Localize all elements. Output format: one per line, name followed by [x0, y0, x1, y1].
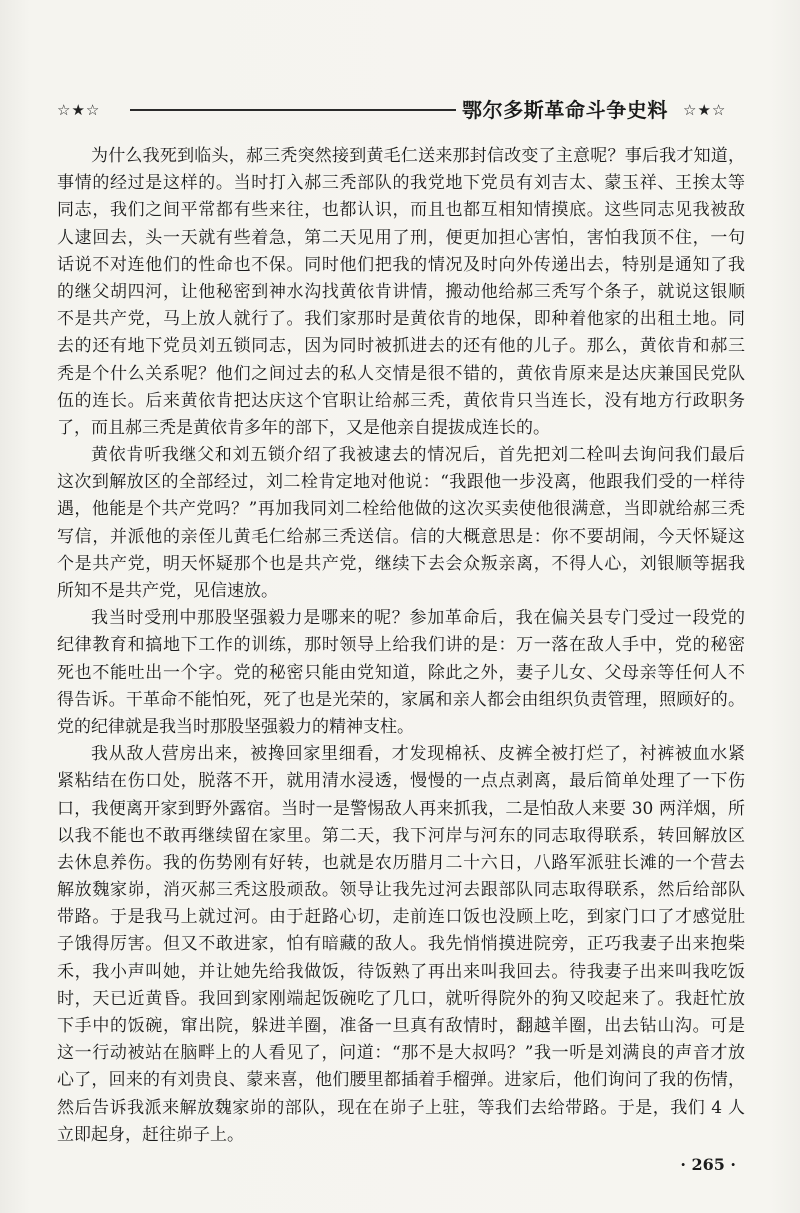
text-line: 去的还有地下党员刘五锁同志，因为同时被抓进去的还有他的儿子。那么，黄依肯和郝三: [57, 336, 745, 357]
text-line: 个是共产党，明天怀疑那个也是共产党，继续下去会众叛亲离，不得人心，刘银顺等据我: [57, 553, 745, 574]
text-line: 下手中的饭碗，窜出院，躲进羊圈，准备一旦真有敌情时，翻越羊圈，出去钻山沟。可是: [57, 1016, 745, 1036]
paragraph-2: [57, 442, 745, 605]
text-line: 然后告诉我派来解放魏家峁的部队，现在在峁子上驻，等我们去给带路。于是，我们 4 人: [57, 1097, 745, 1118]
star-ornament-right-icon: ☆★☆: [683, 101, 727, 119]
text-line: 所知不是共产党，见信速放。: [57, 581, 278, 601]
text-line: 紧粘结在伤口处，脱落不开，就用清水浸透，慢慢的一点点剥离，最后简单处理了一下伤: [57, 771, 745, 792]
text-line: 这一行动被站在脑畔上的人看见了，问道：“那不是大叔吗？”我一听是刘满良的声音才放: [57, 1043, 745, 1064]
text-line: 我当时受刑中那股坚强毅力是哪来的呢？参加革命后，我在偏关县专门受过一段党的: [91, 608, 745, 629]
text-line: 纪律教育和搞地下工作的训练，那时领导上给我们讲的是：万一落在敌人手中，党的秘密: [57, 635, 745, 656]
text-line: 这次到解放区的全部经过，刘二栓肯定地对他说：“我跟他一步没离，他跟我们受的一样待: [57, 472, 745, 493]
text-line: 话说不对连他们的性命也不保。同时他们把我的情况及时向外传递出去，特别是通知了我: [57, 254, 745, 275]
paragraph-4: [57, 741, 745, 1149]
text-line: 得告诉。干革命不能怕死，死了也是光荣的，家属和亲人都会由组织负责管理，照顾好的。: [57, 689, 745, 710]
text-line: 遇，他能是个共产党吗？”再加我同刘二栓给他做的这次买卖使他很满意，当即就给郝三秃: [57, 499, 745, 520]
text-line: 解放魏家峁，消灭郝三秃这股顽敌。领导让我先过河去跟部队同志取得联系，然后给部队: [57, 880, 745, 901]
star-ornament-left-icon: ☆★☆: [57, 101, 101, 119]
text-line: 死也不能吐出一个字。党的秘密只能由党知道，除此之外，妻子儿女、父母亲等任何人不: [57, 662, 745, 683]
text-line: 写信，并派他的亲侄儿黄毛仁给郝三秃送信。信的大概意思是：你不要胡闹，今天怀疑这: [57, 526, 745, 547]
body-text: [57, 143, 745, 1149]
text-line: 我从敌人营房出来，被搀回家里细看，才发现棉袄、皮裤全被打烂了，衬裤被血水紧: [91, 744, 745, 765]
running-header: [0, 96, 800, 124]
text-line: 了，而且郝三秃是黄依肯多年的部下，又是他亲自提拔成连长的。: [57, 417, 550, 438]
text-line: 以我不能也不敢再继续留在家里。第二天，我下河岸与河东的同志取得联系，转回解放区: [57, 825, 745, 846]
text-line: 带路。于是我马上就过河。由于赶路心切，走前连口饭也没顾上吃，到家门口了才感觉肚: [57, 907, 745, 928]
page-number: · 265 ·: [680, 1155, 736, 1174]
text-line: 为什么我死到临头，郝三秃突然接到黄毛仁送来那封信改变了主意呢？事后我才知道，: [91, 146, 745, 166]
text-line: 人逮回去，头一天就有些着急，第二天见用了刑，便更加担心害怕，害怕我顶不住，一句: [57, 227, 745, 248]
text-line: 时，天已近黄昏。我回到家刚端起饭碗吃了几口，就听得院外的狗又咬起来了。我赶忙放: [57, 988, 745, 1009]
running-title: 鄂尔多斯革命斗争史料: [462, 98, 668, 122]
text-line: 同志，我们之间平常都有些来往，也都认识，而且也都互相知情摸底。这些同志见我被敌: [57, 200, 745, 221]
text-line: 秃是个什么关系呢？他们之间过去的私人交情是很不错的，黄依肯原来是达庆兼国民党队: [57, 363, 745, 384]
text-line: 去休息养伤。我的伤势刚有好转，也就是农历腊月二十六日，八路军派驻长滩的一个营去: [57, 852, 745, 873]
text-line: 禾，我小声叫她，并让她先给我做饭，待饭熟了再出来叫我回去。待我妻子出来叫我吃饭: [57, 961, 745, 982]
text-line: 心了，回来的有刘贵良、蒙来喜，他们腰里都插着手榴弹。进家后，他们询问了我的伤情，: [57, 1070, 745, 1091]
text-line: 事情的经过是这样的。当时打入郝三秃部队的我党地下党员有刘吉太、蒙玉祥、王挨太等: [57, 173, 745, 194]
text-line: 伍的连长。后来黄依肯把达庆这个官职让给郝三秃，黄依肯只当连长，没有地方行政职务: [57, 390, 745, 411]
header-rule: [130, 109, 456, 111]
paragraph-1: [57, 143, 745, 442]
paragraph-3: [57, 605, 745, 741]
text-line: 的继父胡四河，让他秘密到神水沟找黄依肯讲情，搬动他给郝三秃写个条子，就说这银顺: [57, 281, 745, 302]
text-line: 不是共产党，马上放人就行了。我们家那时是黄依肯的地保，即种着他家的出租土地。同: [57, 309, 745, 330]
text-line: 立即起身，赶往峁子上。: [57, 1124, 244, 1145]
text-line: 口，我便离开家到野外露宿。当时一是警惕敌人再来抓我，二是怕敌人来要 30 两洋烟，所: [57, 798, 745, 819]
text-line: 子饿得厉害。但又不敢进家，怕有暗藏的敌人。我先悄悄摸进院旁，正巧我妻子出来抱柴: [57, 934, 745, 955]
text-line: 黄依肯听我继父和刘五锁介绍了我被逮去的情况后，首先把刘二栓叫去询问我们最后: [91, 445, 745, 466]
text-line: 党的纪律就是我当时那股坚强毅力的精神支柱。: [57, 716, 414, 737]
